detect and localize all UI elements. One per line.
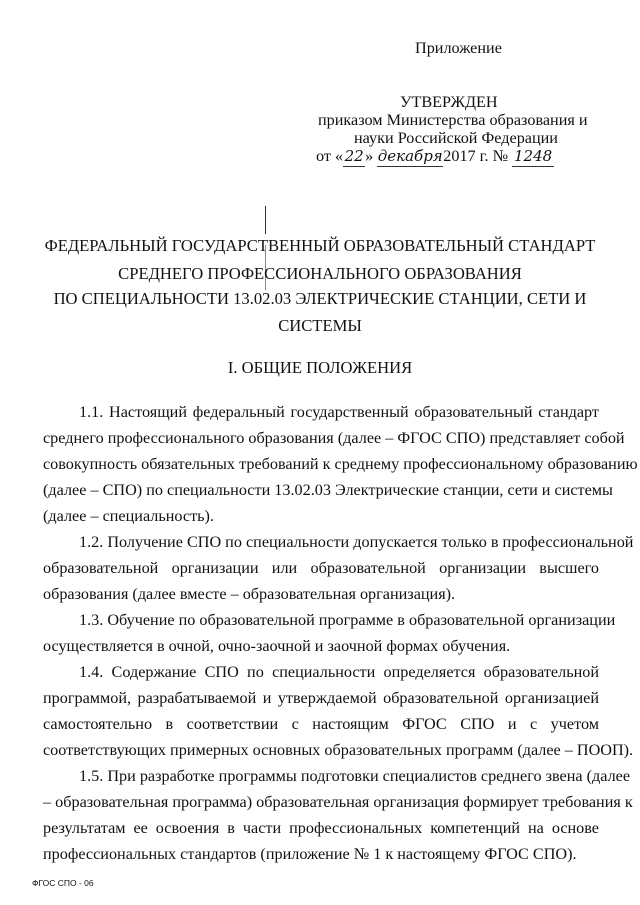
date-mid: » — [365, 147, 374, 165]
paragraph-line: – образовательная программа) образовательная организация формирует требования к — [43, 793, 633, 811]
paragraph-line: 1.1. Настоящий федеральный государственный образовательный стандарт — [79, 403, 599, 421]
paragraph-line: 1.4. Содержание СПО по специальности определяется образовательной — [79, 663, 599, 681]
paragraph-1-5 — [43, 763, 633, 867]
paragraph-1-3 — [43, 607, 616, 659]
order-line-2: науки Российской Федерации — [354, 129, 558, 147]
paragraph-line: среднего профессионального образования (далее – ФГОС СПО) представляет собой — [43, 429, 625, 447]
title-line-1: ФЕДЕРАЛЬНЫЙ ГОСУДАРСТВЕННЫЙ ОБРАЗОВАТЕЛЬНЫЙ СТАНДАРТ — [44, 236, 596, 255]
year-text: 2017 г. № — [443, 147, 509, 165]
paragraph-1-1 — [43, 399, 638, 529]
title-line-4: СИСТЕМЫ — [278, 316, 362, 335]
date-line — [316, 146, 554, 167]
section-heading: I. ОБЩИЕ ПОЛОЖЕНИЯ — [227, 358, 413, 377]
paragraph-line: 1.2. Получение СПО по специальности допускается только в профессиональной — [79, 533, 634, 551]
paragraph-line: совокупность обязательных требований к среднему профессиональному образованию — [43, 455, 638, 473]
approved-label: УТВЕРЖДЕН — [400, 93, 498, 111]
paragraph-line: самостоятельно в соответствии с настоящим ФГОС СПО и с учетом — [43, 715, 599, 733]
paragraph-line: соответствующих примерных основных образовательных программ (далее – ПООП). — [43, 741, 634, 759]
paragraph-line: осуществляется в очной, очно-заочной и заочной формах обучения. — [43, 637, 511, 655]
paragraph-line: образования (далее вместе – образовательная организация). — [43, 585, 456, 603]
paragraph-line: профессиональных стандартов (приложение № 1 к настоящему ФГОС СПО). — [43, 845, 577, 863]
paragraph-line: образовательной организации или образовательной организации высшего — [43, 559, 599, 577]
paragraph-line: (далее – специальность). — [43, 507, 214, 525]
order-line-1: приказом Министерства образования и — [318, 111, 588, 129]
paragraph-line: программой, разрабатываемой и утверждаемой образовательной организацией — [43, 689, 599, 707]
paragraph-1-2 — [43, 529, 634, 607]
paragraph-1-4 — [43, 659, 634, 763]
paragraph-line: 1.5. При разработке программы подготовки специалистов среднего звена (далее — [79, 767, 631, 785]
scan-artifact-line — [265, 206, 266, 234]
date-prefix: от « — [316, 147, 344, 165]
title-line-3: ПО СПЕЦИАЛЬНОСТИ 13.02.03 ЭЛЕКТРИЧЕСКИЕ СТАНЦИИ, СЕТИ И — [53, 289, 587, 308]
title-line-2: СРЕДНЕГО ПРОФЕССИОНАЛЬНОГО ОБРАЗОВАНИЯ — [118, 264, 522, 283]
footer-code: ФГОС СПО - 06 — [32, 878, 94, 888]
paragraph-line: 1.3. Обучение по образовательной программе в образовательной организации — [79, 611, 616, 629]
handwritten-month: декабря — [377, 147, 443, 165]
paragraph-line: (далее – СПО) по специальности 13.02.03 Электрические станции, сети и системы — [43, 481, 613, 499]
paragraph-line: результатам ее освоения в части профессиональных компетенций на основе — [43, 819, 599, 837]
appendix-label: Приложение — [415, 39, 502, 57]
handwritten-number: 1248 — [513, 147, 553, 165]
handwritten-day: 22 — [344, 147, 364, 165]
